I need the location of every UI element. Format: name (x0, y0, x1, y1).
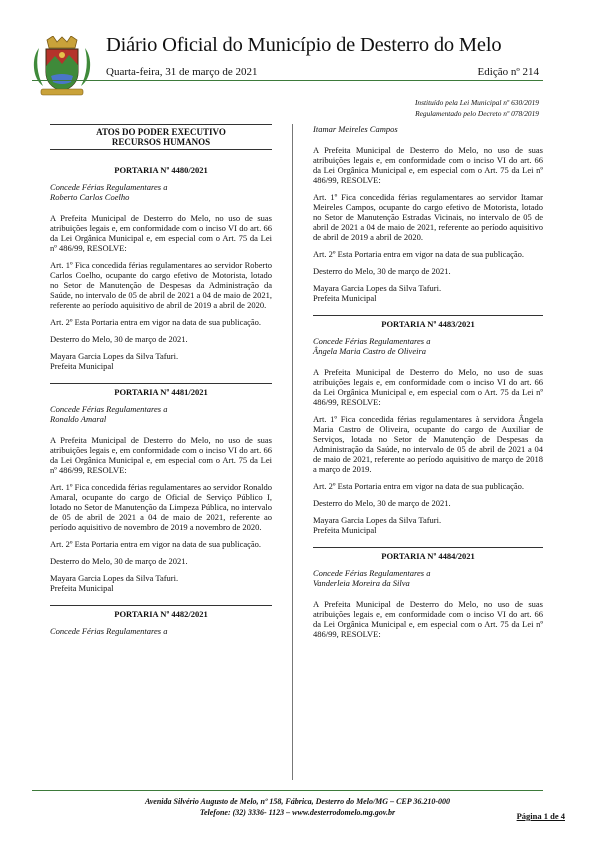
signature-block (50, 573, 272, 593)
column-divider (292, 124, 293, 780)
portaria-4481 (50, 383, 272, 593)
municipal-crest-icon (33, 36, 91, 98)
servant-name: Ronaldo Amaral (50, 414, 107, 424)
servant-name: Ângela Maria Castro de Oliveira (313, 346, 427, 356)
legal-basis-law: Instituído pela Lei Municipal nº 630/2019 (414, 98, 539, 107)
section-subtitle: RECURSOS HUMANOS (50, 137, 272, 150)
portaria-ementa: Concede Férias Regulamentares a (313, 568, 431, 578)
edition-number: Edição nº 214 (477, 66, 539, 78)
portaria-place-date: Desterro do Melo, 30 de março de 2021. (313, 266, 451, 276)
signer-name: Mayara Garcia Lopes da Silva Tafuri. (313, 283, 442, 293)
portaria-preamble: A Prefeita Municipal de Desterro do Melo, no uso de suas atribuições legais e, em conformidade com o inciso VI do art. 66 da Lei Orgânica Municipal e, em especial com o Art. 75 da Lei nº 486/99, RESOLVE: (313, 145, 543, 185)
portaria-article-1: Art. 1º Fica concedida férias regulamentares ao servidor Ronaldo Amaral, ocupante do cargo de Oficial de Serviço Público I, lotado no Setor de Manutenção da Limpeza Pública, no intervalo de 05 de abril de 2021 a 04 de maio de 2021, referente ao período aquisitivo de novembro de 2019 a novembro de 2020. (50, 482, 272, 532)
signer-name: Mayara Garcia Lopes da Silva Tafuri. (313, 515, 442, 525)
left-column (50, 124, 272, 648)
portaria-article-2: Art. 2º Esta Portaria entra em vigor na data de sua publicação. (313, 249, 525, 259)
servant-name: Itamar Meireles Campos (313, 124, 398, 134)
portaria-article-2: Art. 2º Esta Portaria entra em vigor na data de sua publicação. (50, 317, 262, 327)
portaria-ementa: Concede Férias Regulamentares a (50, 404, 168, 414)
portaria-4482-start (50, 605, 272, 636)
portaria-place-date: Desterro do Melo, 30 de março de 2021. (313, 498, 451, 508)
portaria-number: PORTARIA Nº 4482/2021 (50, 605, 272, 619)
portaria-ementa: Concede Férias Regulamentares a (50, 626, 168, 636)
legal-basis-decree: Regulamentado pelo Decreto nº 078/2019 (415, 109, 539, 118)
portaria-ementa: Concede Férias Regulamentares a (313, 336, 431, 346)
portaria-place-date: Desterro do Melo, 30 de março de 2021. (50, 334, 188, 344)
portaria-ementa: Concede Férias Regulamentares a (50, 182, 168, 192)
section-title: ATOS DO PODER EXECUTIVO (50, 124, 272, 137)
portaria-number: PORTARIA Nº 4480/2021 (114, 165, 208, 175)
right-column (313, 124, 543, 651)
signer-name: Mayara Garcia Lopes da Silva Tafuri. (50, 573, 179, 583)
signature-block (50, 351, 272, 371)
portaria-4483 (313, 315, 543, 535)
signature-block (313, 515, 543, 535)
portaria-4482-continued (313, 124, 543, 303)
portaria-number: PORTARIA Nº 4483/2021 (313, 315, 543, 329)
portaria-preamble: A Prefeita Municipal de Desterro do Melo, no uso de suas atribuições legais e, em conformidade com o inciso VI do art. 66 da Lei Orgânica Municipal e, em especial com o Art. 75 da Lei nº 486/99, RESOLVE: (50, 435, 272, 475)
portaria-preamble: A Prefeita Municipal de Desterro do Melo, no uso de suas atribuições legais e, em conformidade com o inciso VI do art. 66 da Lei Orgânica Municipal e, em especial com o Art. 75 da Lei nº 486/99, RESOLVE: (50, 213, 272, 253)
servant-name: Vanderleia Moreira da Silva (313, 578, 410, 588)
footer-contact: Telefone: (32) 3336- 1123 – www.desterrodomelo.mg.gov.br (199, 808, 396, 817)
portaria-4484 (313, 547, 543, 639)
page-number: Página 1 de 4 (516, 811, 565, 821)
portaria-number: PORTARIA Nº 4484/2021 (313, 547, 543, 561)
publication-date: Quarta-feira, 31 de março de 2021 (106, 66, 258, 78)
signer-role: Prefeita Municipal (313, 525, 377, 535)
signer-name: Mayara Garcia Lopes da Silva Tafuri. (50, 351, 179, 361)
portaria-preamble: A Prefeita Municipal de Desterro do Melo, no uso de suas atribuições legais e, em conformidade com o inciso VI do art. 66 da Lei Orgânica Municipal e, em especial com o Art. 75 da Lei nº 486/99, RESOLVE: (313, 367, 543, 407)
portaria-4480 (50, 162, 272, 371)
signature-block (313, 283, 543, 303)
portaria-preamble: A Prefeita Municipal de Desterro do Melo, no uso de suas atribuições legais e, em conformidade com o inciso VI do art. 66 da Lei Orgânica Municipal e, em especial com o Art. 75 da Lei nº 486/99, RESOLVE: (313, 599, 543, 639)
portaria-article-1: Art. 1º Fica concedida férias regulamentares ao servidor Itamar Meireles Campos, ocupante do cargo efetivo de Motorista, lotado no Setor de Manutenção Estradas Vicinais, no intervalo de 05 de abril de 2021 a 04 de maio de 2021, referente ao período aquisitivo de abril de 2019 a abril de 2020. (313, 192, 543, 242)
footer-address: Avenida Silvério Augusto de Melo, nº 158, Fábrica, Desterro do Melo/MG – CEP 36.210-000 (145, 797, 450, 806)
portaria-place-date: Desterro do Melo, 30 de março de 2021. (50, 556, 188, 566)
portaria-article-2: Art. 2º Esta Portaria entra em vigor na data de sua publicação. (313, 481, 525, 491)
servant-name: Roberto Carlos Coelho (50, 192, 130, 202)
signer-role: Prefeita Municipal (50, 361, 114, 371)
portaria-article-2: Art. 2º Esta Portaria entra em vigor na data de sua publicação. (50, 539, 262, 549)
footer-rule (32, 790, 543, 791)
portaria-article-1: Art. 1º Fica concedida férias regulamentares à servidora Ângela Maria Castro de Oliveira, ocupante do cargo de Auxiliar de Serviços, lotada no Setor de Manutenção de Despesas da Administração da Saúde, no intervalo de 05 de abril de 2021 a 04 de maio de 2021, referente ao período aquisitivo de março de 2018 a março de 2019. (313, 414, 543, 474)
portaria-number: PORTARIA Nº 4481/2021 (50, 383, 272, 397)
newspaper-title: Diário Oficial do Município de Desterro do Melo (106, 34, 502, 56)
signer-role: Prefeita Municipal (313, 293, 377, 303)
portaria-article-1: Art. 1º Fica concedida férias regulamentares ao servidor Roberto Carlos Coelho, ocupante do cargo efetivo de Motorista, lotado no Setor de Manutenção de Despesas da Administração da Saúde, no intervalo de 05 de abril de 2021 a 04 de maio de 2021, referente ao período aquisitivo de abril de 2019 a abril de 2020. (50, 260, 272, 310)
signer-role: Prefeita Municipal (50, 583, 114, 593)
header-rule (32, 80, 543, 81)
